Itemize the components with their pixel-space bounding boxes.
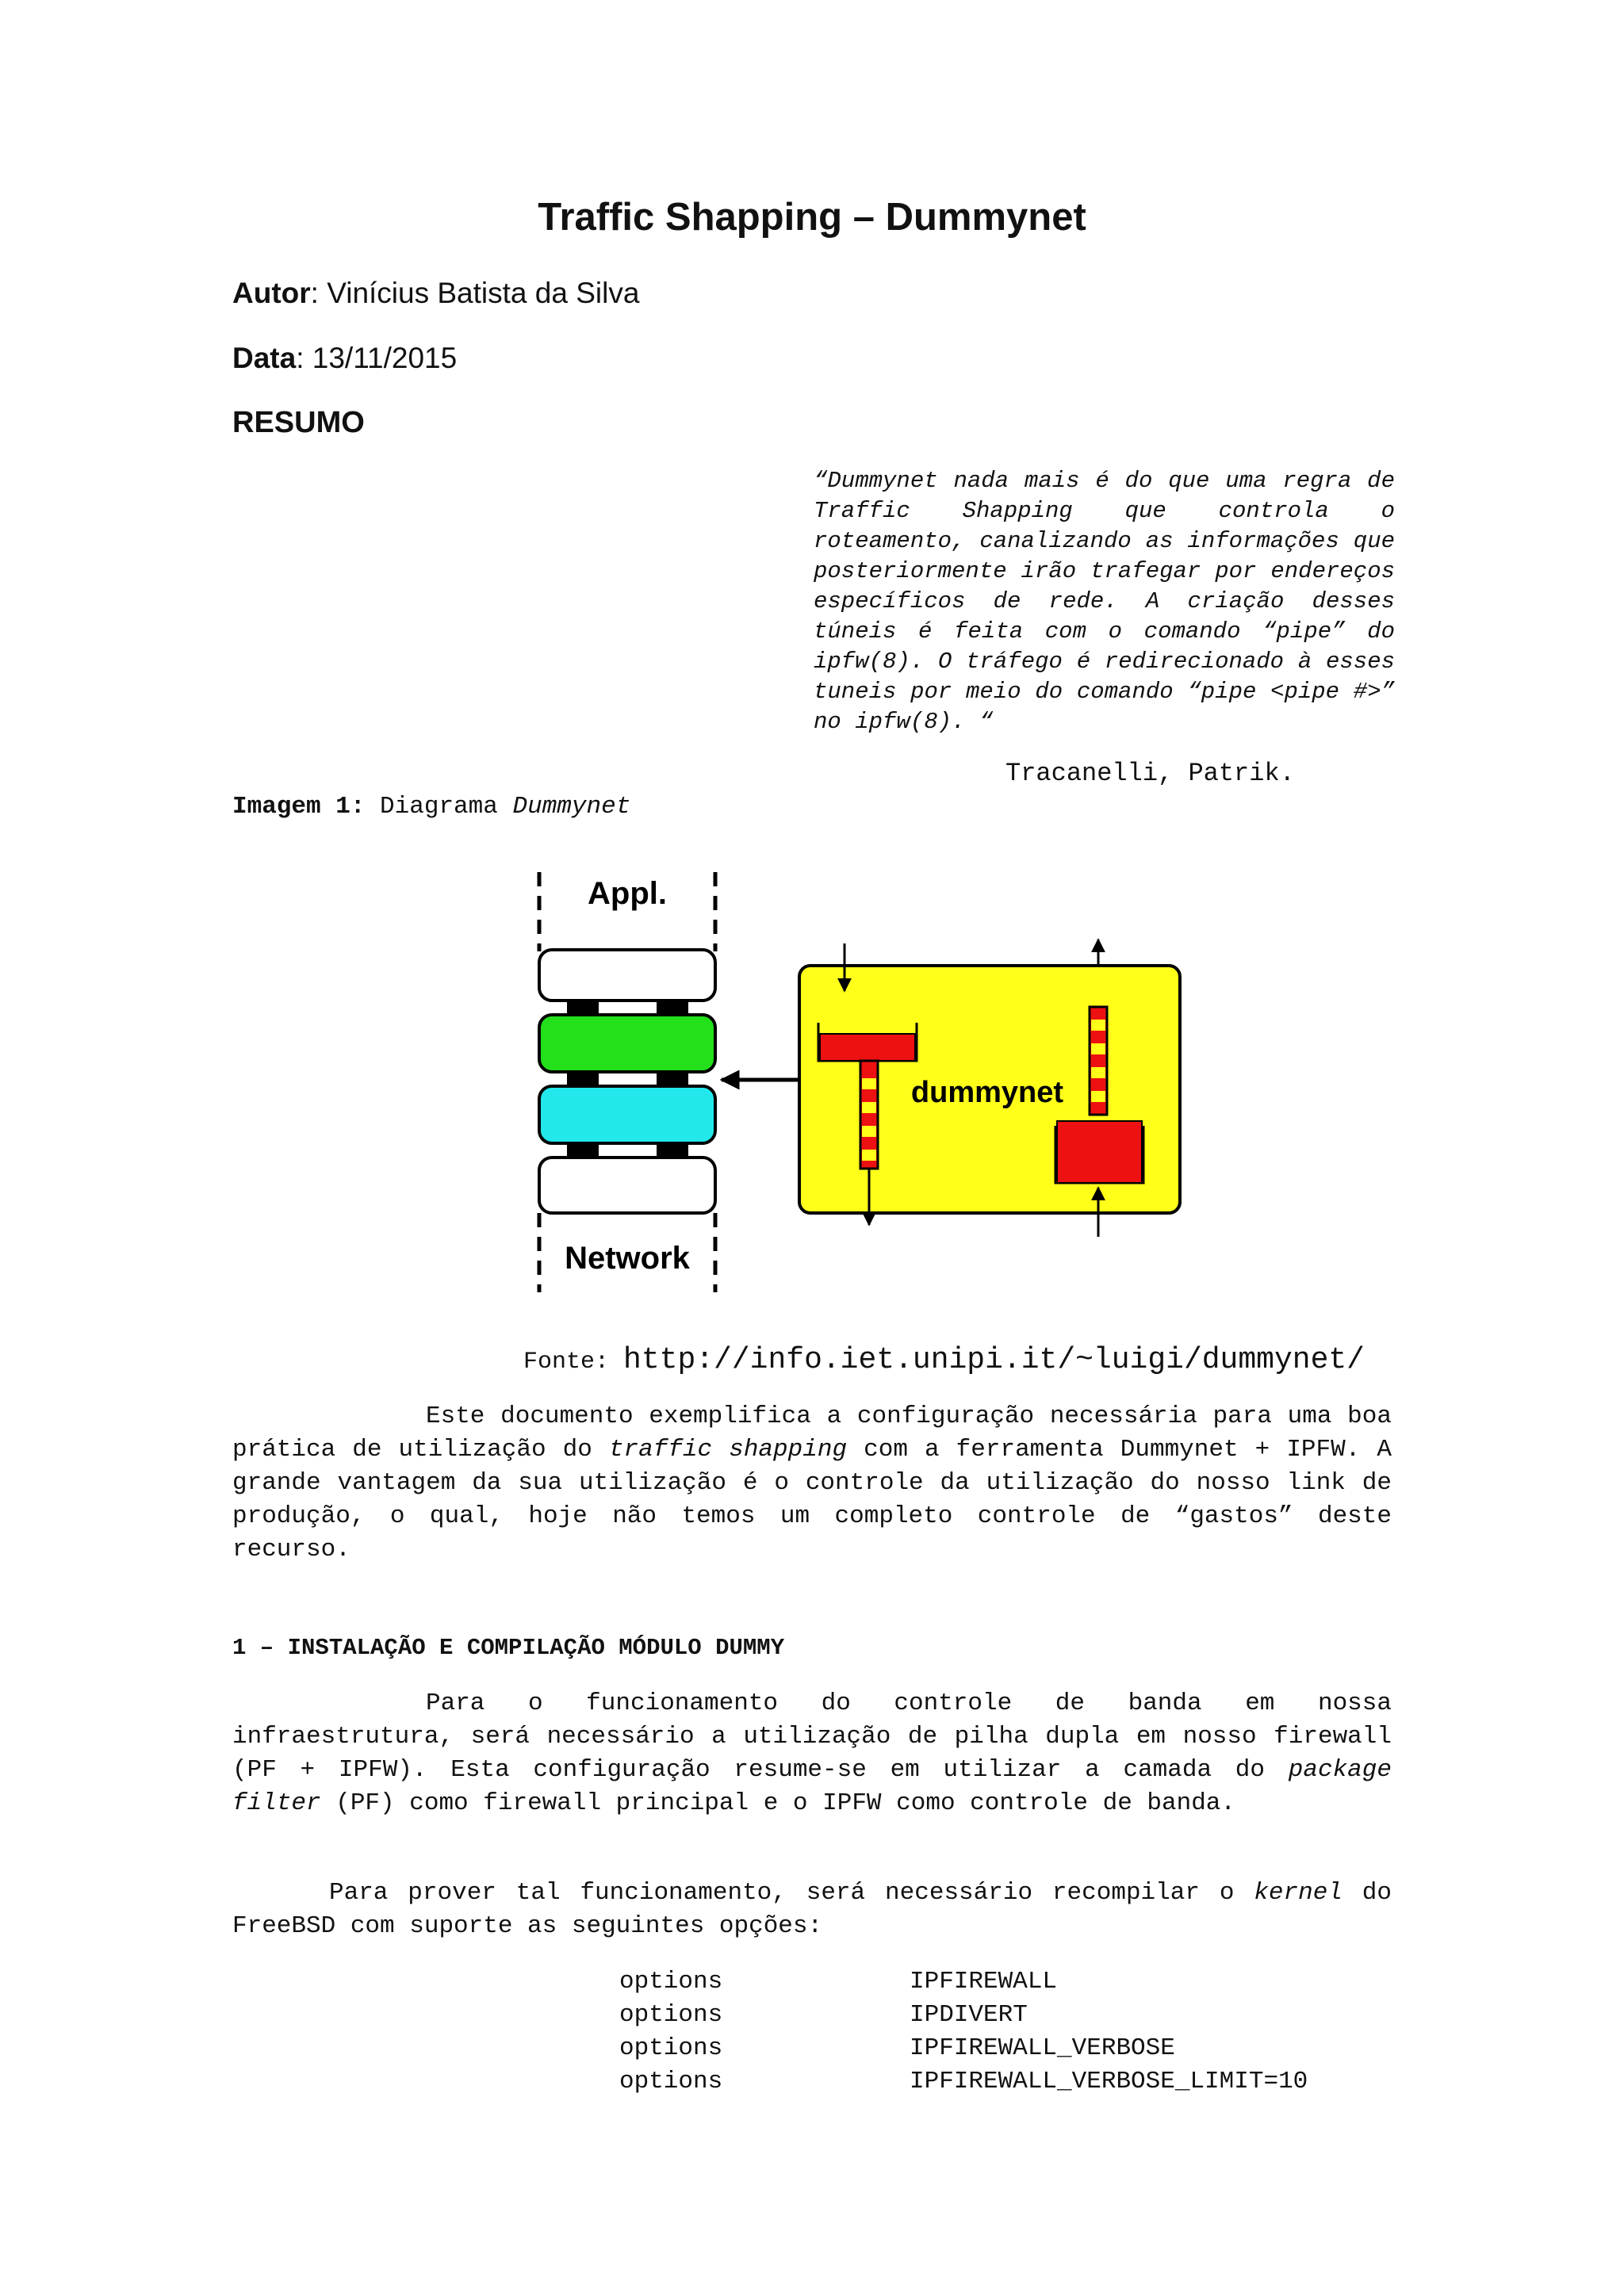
figure-caption-emphasis: Dummynet — [512, 793, 631, 821]
pipe-gap — [1091, 1091, 1105, 1102]
author-label: Autor — [232, 277, 311, 309]
diagram-label-network: Network — [565, 1241, 690, 1276]
figure-source — [523, 1343, 1365, 1377]
option-keyword: options — [619, 2001, 723, 2029]
stack-layer-green — [539, 1015, 715, 1072]
quote-author: Tracanelli, Patrik. — [1005, 759, 1295, 788]
stack-layer-cyan — [539, 1086, 715, 1143]
pipe-gap — [862, 1078, 876, 1089]
section1-text-continued: (PF) como firewall principal e o IPFW como controle de banda. — [320, 1789, 1236, 1817]
option-value: IPFIREWALL_VERBOSE_LIMIT=10 — [910, 2068, 1308, 2095]
pipe-gap — [1091, 1020, 1105, 1031]
option-keyword: options — [619, 2034, 723, 2062]
figure-caption-text: Diagrama — [365, 793, 513, 821]
section1b-text-continued: do FreeBSD com suporte as seguintes opções: — [232, 1879, 1392, 1940]
option-value: IPFIREWALL_VERBOSE — [910, 2034, 1175, 2062]
date-line — [232, 342, 457, 375]
kernel-option-row — [619, 1999, 1308, 2032]
kernel-option-row — [619, 2032, 1308, 2065]
section1b-text: Para prover tal funcionamento, será necessário recompilar o — [329, 1879, 1254, 1907]
pipe-gap — [862, 1102, 876, 1113]
section1-text: Para o funcionamento do controle de banda em nossa infraestrutura, será necessário a utilização de pilha dupla em nosso firewall (PF + IPFW). Esta configuração resume-se em utilizar a camada do — [232, 1689, 1392, 1784]
pipe-gap — [1091, 1043, 1105, 1054]
kernel-option-row — [619, 1965, 1308, 1999]
abstract-heading: RESUMO — [232, 406, 365, 439]
pipe-gap — [862, 1150, 876, 1161]
queue-fill-right — [1057, 1121, 1142, 1183]
kernel-options-list — [619, 1965, 1308, 2099]
dummynet-diagram — [523, 864, 1189, 1300]
kernel-option-row — [619, 2065, 1308, 2099]
section1-paragraph — [232, 1687, 1392, 1820]
author-value: : Vinícius Batista da Silva — [310, 277, 640, 309]
document-title: Traffic Shapping – Dummynet — [538, 196, 1086, 239]
section1-emphasis: package filter — [232, 1756, 1392, 1817]
intro-paragraph — [232, 1400, 1392, 1567]
figure-caption-label: Imagem 1: — [232, 793, 366, 821]
pipe-gap — [862, 1126, 876, 1137]
figure-source-url[interactable]: http://info.iet.unipi.it/~luigi/dummynet/ — [623, 1343, 1365, 1377]
section1-paragraph-2 — [232, 1877, 1392, 1943]
pipe-gap — [1091, 1067, 1105, 1078]
date-label: Data — [232, 342, 297, 374]
section1b-emphasis: kernel — [1254, 1879, 1342, 1907]
diagram-label-appl: Appl. — [588, 876, 667, 911]
date-value: : 13/11/2015 — [296, 342, 458, 374]
figure-caption — [232, 793, 630, 821]
intro-text-continued: com a ferramenta Dummynet + IPFW. A grande vantagem da sua utilização é o controle da utilização do nosso link de produção, o qual, hoje não temos um completo controle de “gastos” deste recurso. — [232, 1436, 1392, 1563]
dummynet-label: dummynet — [910, 1076, 1064, 1109]
author-line — [232, 277, 639, 310]
stack-layer-white-top — [539, 950, 715, 1001]
queue-fill-left — [820, 1034, 915, 1061]
epigraph-quote: “Dummynet nada mais é do que uma regra de Traffic Shapping que controla o roteamento, canalizando as informações que posteriormente irão trafegar por endereços específicos de rede. A criação desses túneis é feita com o comando “pipe” do ipfw(8). O tráfego é redirecionado à esses tuneis por meio do comando “pipe <pipe #>” no ipfw(8). “ — [814, 468, 1395, 735]
stack-layer-white-bottom — [539, 1158, 715, 1213]
intro-emphasis: traffic shapping — [608, 1436, 848, 1464]
option-value: IPDIVERT — [910, 2001, 1028, 2029]
option-keyword: options — [619, 2068, 723, 2095]
intro-text: Este documento exemplifica a configuração necessária para uma boa prática de utilização do — [232, 1402, 1392, 1464]
option-value: IPFIREWALL — [910, 1968, 1058, 1996]
figure-source-label: Fonte: — [523, 1349, 624, 1376]
option-keyword: options — [619, 1968, 723, 1996]
section-heading: 1 – INSTALAÇÃO E COMPILAÇÃO MÓDULO DUMMY — [232, 1635, 785, 1661]
